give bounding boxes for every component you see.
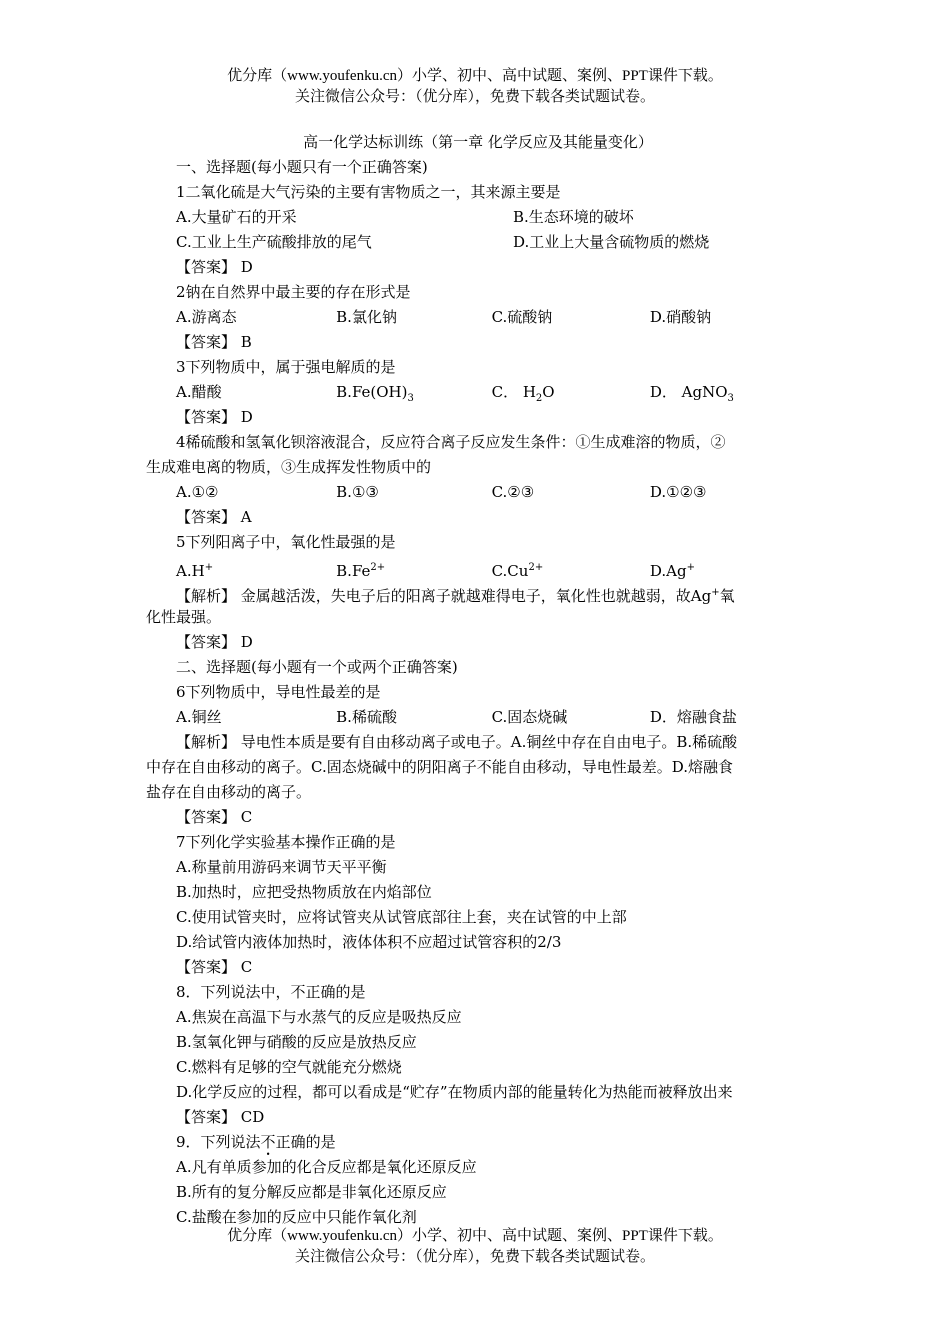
q7-option-d: D.给试管内液体加热时，液体体积不应超过试管容积的2/3 [176, 933, 562, 951]
q5-options [146, 555, 810, 580]
q8-option-a: A.焦炭在高温下与水蒸气的反应是吸热反应 [176, 1008, 462, 1026]
q3-option-d: D． AgNO$_3$ [649, 383, 734, 404]
q8-answer: 【答案】 CD [176, 1108, 265, 1126]
q9-stem: 9．下列说法不正确的是 [176, 1133, 336, 1151]
section-heading-2: 二、选择题(每小题有一个或两个正确答案) [176, 658, 458, 676]
q6-option-d: D．熔融食盐 [649, 708, 737, 726]
q9-option-a: A.凡有单质参加的化合反应都是氧化还原反应 [176, 1158, 477, 1176]
q7-answer: 【答案】 C [176, 958, 253, 976]
q4-options [146, 480, 810, 505]
q1-option-a: A.大量矿石的开采 [176, 208, 297, 226]
q9-option-b: B.所有的复分解反应都是非氧化还原反应 [176, 1183, 447, 1201]
q1-answer: 【答案】 D [176, 258, 253, 276]
q2-option-c: C.硫酸钠 [491, 308, 553, 326]
q3-option-b: $B.Fe(OH)_3$ [336, 383, 414, 404]
q7-stem: 7下列化学实验基本操作正确的是 [176, 833, 396, 851]
q3-option-c: C． $H_2O$ [491, 383, 555, 404]
footer-line-2: 关注微信公众号：（优分库），免费下载各类试题试卷。 [294, 1247, 655, 1265]
q7-option-a: A.称量前用游码来调节天平平衡 [176, 858, 387, 876]
q2-stem: 2钠在自然界中最主要的存在形式是 [176, 283, 411, 301]
q6-option-c: C.固态烧碱 [491, 708, 568, 726]
q1-options-row2 [146, 230, 810, 255]
q1-option-c: C.工业上生产硫酸排放的尾气 [176, 233, 372, 251]
q5-option-d: D.Ag+ [649, 562, 695, 580]
q3-stem: 3下列物质中，属于强电解质的是 [176, 358, 396, 376]
q6-option-a: A.铜丝 [176, 708, 222, 726]
q1-option-b: B.生态环境的破坏 [513, 208, 634, 226]
q1-options-row1 [146, 205, 810, 230]
q2-option-d: D.硝酸钠 [649, 308, 712, 326]
q8-option-d: D.化学反应的过程，都可以看成是“贮存”在物质内部的能量转化为热能而被释放出来 [176, 1083, 733, 1101]
q5-answer: 【答案】 D [176, 633, 253, 651]
q6-options [146, 705, 810, 730]
q3-answer: 【答案】 D [176, 408, 253, 426]
q1-option-d: D.工业上大量含硫物质的燃烧 [513, 233, 710, 251]
page-footer [0, 1226, 950, 1266]
q2-answer: 【答案】 B [176, 333, 252, 351]
q4-option-b: B.①③ [336, 483, 379, 501]
q3-option-a: A.醋酸 [176, 383, 222, 401]
emphasis-dot-char: 不 [260, 1133, 276, 1151]
q7-option-c: C.使用试管夹时，应将试管夹从试管底部往上套，夹在试管的中上部 [176, 908, 627, 926]
q5-explanation-line2: 化性最强。 [146, 608, 222, 626]
q6-stem: 6下列物质中，导电性最差的是 [176, 683, 381, 701]
q4-stem-line2: 生成难电离的物质，③生成挥发性物质中的 [146, 458, 432, 476]
q2-option-a: A.游离态 [176, 308, 237, 326]
q6-explanation-line3: 盐存在自由移动的离子。 [146, 783, 312, 801]
q8-stem: 8．下列说法中，不正确的是 [176, 983, 366, 1001]
q4-stem-line1: 4稀硫酸和氢氧化钡溶液混合，反应符合离子反应发生条件：①生成难溶的物质，② [176, 433, 726, 451]
q5-option-a: A.H+ [176, 562, 214, 580]
document-body [146, 130, 810, 1230]
q5-option-c: $C.Cu^{2+}$ [491, 562, 544, 580]
q3-options [146, 380, 810, 405]
q2-options [146, 305, 810, 330]
q4-option-a: A.①② [176, 483, 219, 501]
q6-explanation-line2: 中存在自由移动的离子。C.固态烧碱中的阴阳离子不能自由移动，导电性最差。D.熔融食 [146, 758, 733, 776]
q4-answer: 【答案】 A [176, 508, 252, 526]
doc-title: 高一化学达标训练（第一章 化学反应及其能量变化） [303, 133, 653, 151]
section-heading-1: 一、选择题(每小题只有一个正确答案) [176, 158, 428, 176]
q9-option-c: C.盐酸在参加的反应中只能作氧化剂 [176, 1208, 417, 1226]
q4-option-c: C.②③ [491, 483, 535, 501]
q7-option-b: B.加热时，应把受热物质放在内焰部位 [176, 883, 432, 901]
q6-answer: 【答案】 C [176, 808, 253, 826]
q5-stem: 5下列阳离子中，氧化性最强的是 [176, 533, 396, 551]
q4-option-d: D.①②③ [649, 483, 707, 501]
header-line-2: 关注微信公众号：（优分库），免费下载各类试题试卷。 [294, 87, 655, 105]
q5-option-b: $B.Fe^{2+}$ [336, 562, 386, 580]
q1-stem: 1二氧化硫是大气污染的主要有害物质之一，其来源主要是 [176, 183, 561, 201]
q6-option-b: B.稀硫酸 [336, 708, 397, 726]
q8-option-c: C.燃料有足够的空气就能充分燃烧 [176, 1058, 402, 1076]
header-line-1: 优分库（www.youfenku.cn）小学、初中、高中试题、案例、PPT课件下载。 [227, 68, 723, 84]
page-header [0, 66, 950, 106]
q8-option-b: B.氢氧化钾与硝酸的反应是放热反应 [176, 1033, 417, 1051]
q2-option-b: B.氯化钠 [336, 308, 397, 326]
q5-explanation-line1: 【解析】 金属越活泼，失电子后的阳离子就越难得电子，氧化性也就越弱，故Ag+氧 [176, 587, 735, 605]
footer-line-1: 优分库（www.youfenku.cn）小学、初中、高中试题、案例、PPT课件下载。 [227, 1228, 723, 1244]
q6-explanation-line1: 【解析】 导电性本质是要有自由移动离子或电子。A.铜丝中存在自由电子。B.稀硫酸 [176, 733, 738, 751]
